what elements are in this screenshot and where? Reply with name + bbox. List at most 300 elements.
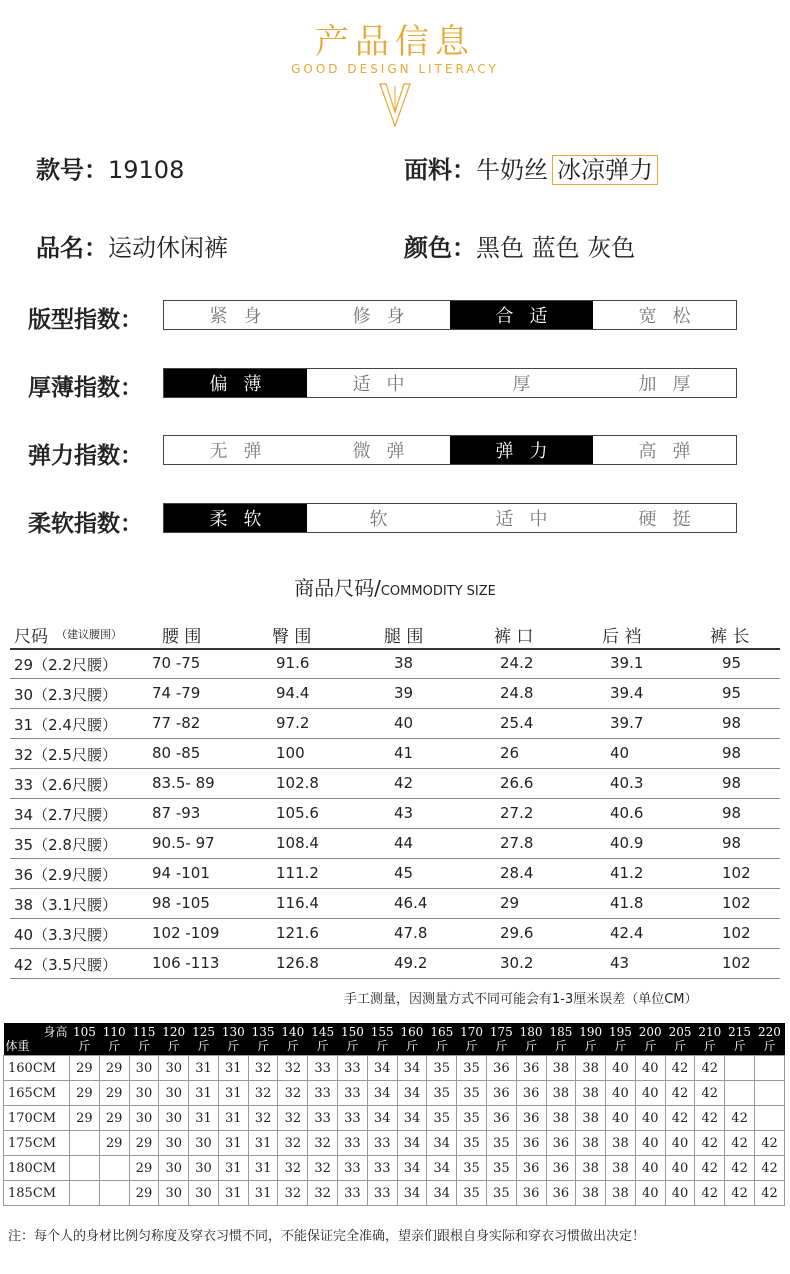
weight-unit: 斤 xyxy=(465,1039,478,1053)
size-suggestion-cell: 35 xyxy=(427,1106,457,1131)
weight-unit: 斤 xyxy=(703,1039,716,1053)
fit-index-option: 合适 xyxy=(450,301,593,329)
size-suggestion-cell xyxy=(754,1056,784,1081)
product-name xyxy=(36,228,228,263)
style-label: 款号： xyxy=(36,156,108,184)
thigh-cell: 44 xyxy=(394,834,414,852)
size-table-title xyxy=(0,572,790,601)
hem-cell: 30.2 xyxy=(500,954,534,972)
hem-cell: 29.6 xyxy=(500,924,534,942)
weight-header xyxy=(397,1023,427,1056)
weight-value: 105 xyxy=(72,1025,96,1039)
size-suggestion-cell: 34 xyxy=(427,1131,457,1156)
size-suggestion-cell xyxy=(754,1081,784,1106)
size-suggestion-cell: 33 xyxy=(338,1056,368,1081)
size-suggestion-cell xyxy=(99,1181,129,1206)
size-suggestion-cell: 31 xyxy=(218,1131,248,1156)
length-cell: 98 xyxy=(722,744,742,762)
size-cell: 34（2.7尺腰） xyxy=(14,806,117,824)
weight-value: 135 xyxy=(251,1025,275,1039)
size-cell: 30（2.3尺腰） xyxy=(14,686,117,704)
weight-value: 215 xyxy=(728,1025,752,1039)
size-suggestion-cell: 35 xyxy=(457,1156,487,1181)
table-row xyxy=(10,948,780,979)
size-suggestion-cell: 38 xyxy=(546,1056,576,1081)
size-suggestion-cell: 42 xyxy=(695,1156,725,1181)
size-suggestion-cell: 36 xyxy=(546,1156,576,1181)
size-suggestion-cell: 32 xyxy=(278,1181,308,1206)
weight-unit: 斤 xyxy=(376,1039,389,1053)
size-suggestion-cell: 40 xyxy=(635,1181,665,1206)
hip-cell: 100 xyxy=(276,744,305,762)
weight-value: 115 xyxy=(132,1025,156,1039)
size-suggestion-cell: 30 xyxy=(159,1131,189,1156)
disclaimer-note: 注：每个人的身材比例匀称度及穿衣习惯不同，不能保证完全准确，望亲们跟根自身实际和穿衣习惯做出决定！ xyxy=(8,1229,646,1244)
table-row xyxy=(10,828,780,859)
thigh-cell: 49.2 xyxy=(394,954,428,972)
size-suggestion-cell xyxy=(754,1106,784,1131)
weight-header xyxy=(606,1023,636,1056)
corner-weight-label: 体重 xyxy=(5,1039,30,1053)
size-suggestion-cell: 34 xyxy=(397,1156,427,1181)
size-suggestion-cell: 33 xyxy=(338,1106,368,1131)
weight-header xyxy=(248,1023,278,1056)
weight-header xyxy=(99,1023,129,1056)
size-suggestion-cell: 40 xyxy=(635,1056,665,1081)
hip-cell: 108.4 xyxy=(276,834,319,852)
rise-cell: 39.7 xyxy=(610,714,644,732)
name-value: 运动休闲裤 xyxy=(108,234,228,262)
name-label: 品名： xyxy=(36,234,108,262)
size-suggestion-cell: 30 xyxy=(129,1106,159,1131)
table-row xyxy=(10,738,780,769)
weight-unit: 斤 xyxy=(763,1039,776,1053)
hem-cell: 25.4 xyxy=(500,714,534,732)
thigh-cell: 41 xyxy=(394,744,414,762)
size-suggestion-cell: 31 xyxy=(248,1131,278,1156)
chevron-down-icon xyxy=(378,80,412,128)
weight-value: 175 xyxy=(489,1025,513,1039)
rise-cell: 41.2 xyxy=(610,864,644,882)
fit-index-bar xyxy=(163,300,737,330)
size-suggestion-cell: 32 xyxy=(248,1081,278,1106)
size-suggestion-cell: 34 xyxy=(427,1181,457,1206)
weight-value: 145 xyxy=(311,1025,335,1039)
size-suggestion-cell: 31 xyxy=(189,1106,219,1131)
rise-cell: 41.8 xyxy=(610,894,644,912)
length-cell: 95 xyxy=(722,684,742,702)
weight-unit: 斤 xyxy=(614,1039,627,1053)
size-suggestion-cell: 42 xyxy=(695,1056,725,1081)
thigh-cell: 40 xyxy=(394,714,414,732)
size-suggestion-cell: 36 xyxy=(516,1181,546,1206)
size-suggestion-cell: 29 xyxy=(99,1131,129,1156)
size-suggestion-cell: 33 xyxy=(308,1106,338,1131)
hip-cell: 91.6 xyxy=(276,654,310,672)
size-suggestion-cell: 38 xyxy=(576,1131,606,1156)
weight-unit: 斤 xyxy=(167,1039,180,1053)
softness-index-option: 适中 xyxy=(495,509,564,530)
size-suggestion-cell: 29 xyxy=(99,1056,129,1081)
size-suggestion-cell: 38 xyxy=(576,1056,606,1081)
hem-cell: 26 xyxy=(500,744,520,762)
size-suggestion-cell: 38 xyxy=(576,1181,606,1206)
size-cell: 32（2.5尺腰） xyxy=(14,746,117,764)
size-suggestion-cell: 30 xyxy=(189,1181,219,1206)
weight-header xyxy=(427,1023,457,1056)
size-suggestion-cell: 30 xyxy=(159,1181,189,1206)
table-row xyxy=(4,1181,785,1206)
size-suggestion-cell: 35 xyxy=(457,1181,487,1206)
size-suggestion-cell: 36 xyxy=(546,1181,576,1206)
size-suggestion-cell: 31 xyxy=(218,1106,248,1131)
height-label: 180CM xyxy=(4,1156,70,1181)
table-row xyxy=(10,648,780,679)
size-suggestion-cell: 32 xyxy=(308,1181,338,1206)
size-suggestion-cell: 33 xyxy=(308,1081,338,1106)
thigh-cell: 46.4 xyxy=(394,894,428,912)
size-suggestion-cell: 32 xyxy=(278,1081,308,1106)
size-suggestion-cell: 36 xyxy=(516,1156,546,1181)
thickness-index-label: 厚薄指数： xyxy=(28,375,143,401)
size-suggestion-cell: 40 xyxy=(665,1131,695,1156)
size-suggestion-cell: 35 xyxy=(457,1056,487,1081)
height-label: 175CM xyxy=(4,1131,70,1156)
weight-value: 160 xyxy=(400,1025,424,1039)
rise-cell: 40.3 xyxy=(610,774,644,792)
size-suggestion-cell: 42 xyxy=(695,1131,725,1156)
hem-cell: 27.8 xyxy=(500,834,534,852)
size-title-cn: 商品尺码/ xyxy=(294,576,381,600)
length-cell: 95 xyxy=(722,654,742,672)
weight-header xyxy=(546,1023,576,1056)
weight-value: 210 xyxy=(698,1025,722,1039)
corner-height-label: 身高 xyxy=(43,1025,68,1039)
size-suggestion-cell: 31 xyxy=(189,1081,219,1106)
size-suggestion-cell: 29 xyxy=(70,1106,100,1131)
size-suggestion-cell: 42 xyxy=(665,1106,695,1131)
size-suggestion-cell: 38 xyxy=(576,1081,606,1106)
elasticity-index-option: 无弹 xyxy=(209,441,278,462)
size-suggestion-cell: 34 xyxy=(397,1181,427,1206)
size-suggestion-cell: 36 xyxy=(546,1131,576,1156)
weight-value: 125 xyxy=(192,1025,215,1039)
size-suggestion-cell xyxy=(725,1056,755,1081)
size-suggestion-cell: 30 xyxy=(129,1056,159,1081)
table-row xyxy=(10,918,780,949)
weight-value: 120 xyxy=(162,1025,186,1039)
size-suggestion-cell: 42 xyxy=(665,1081,695,1106)
weight-unit: 斤 xyxy=(227,1039,240,1053)
thigh-cell: 42 xyxy=(394,774,414,792)
fabric xyxy=(404,150,658,185)
header-rise: 后 裆 xyxy=(602,627,642,647)
size-suggestion-cell: 42 xyxy=(754,1156,784,1181)
elasticity-index-label: 弹力指数： xyxy=(28,443,143,469)
size-suggestion-cell: 33 xyxy=(367,1181,397,1206)
weight-header xyxy=(189,1023,219,1056)
rise-cell: 40 xyxy=(610,744,630,762)
size-suggestion-cell: 40 xyxy=(606,1106,636,1131)
softness-index-label: 柔软指数： xyxy=(28,511,143,537)
size-suggestion-cell: 30 xyxy=(189,1156,219,1181)
size-suggestion-cell: 29 xyxy=(70,1081,100,1106)
size-suggestion-cell: 38 xyxy=(606,1156,636,1181)
size-suggestion-cell xyxy=(725,1081,755,1106)
size-suggestion-cell: 35 xyxy=(486,1156,516,1181)
color-label: 颜色： xyxy=(404,234,476,262)
hip-cell: 97.2 xyxy=(276,714,310,732)
size-suggestion-cell: 34 xyxy=(397,1106,427,1131)
hip-cell: 111.2 xyxy=(276,864,319,882)
table-row xyxy=(4,1131,785,1156)
waist-cell: 80 -85 xyxy=(152,744,201,762)
weight-value: 205 xyxy=(668,1025,692,1039)
thickness-index-option: 厚 xyxy=(512,374,547,395)
size-table-header xyxy=(10,618,780,650)
size-suggestion-cell: 29 xyxy=(129,1181,159,1206)
hip-cell: 116.4 xyxy=(276,894,319,912)
weight-unit: 斤 xyxy=(316,1039,329,1053)
weight-value: 180 xyxy=(519,1025,543,1039)
weight-value: 140 xyxy=(281,1025,305,1039)
size-suggestion-cell: 33 xyxy=(367,1156,397,1181)
size-cell: 31（2.4尺腰） xyxy=(14,716,117,734)
size-suggestion-cell: 40 xyxy=(606,1081,636,1106)
weight-unit: 斤 xyxy=(137,1039,150,1053)
fit-index-option: 紧身 xyxy=(209,306,278,327)
rise-cell: 40.9 xyxy=(610,834,644,852)
header-size-note: （建议腰围） xyxy=(56,628,122,641)
weight-header xyxy=(725,1023,755,1056)
size-suggestion-cell: 33 xyxy=(338,1081,368,1106)
size-suggestion-cell: 31 xyxy=(218,1056,248,1081)
size-suggestion-cell: 29 xyxy=(99,1081,129,1106)
size-suggestion-cell: 40 xyxy=(635,1131,665,1156)
length-cell: 102 xyxy=(722,894,751,912)
size-cell: 42（3.5尺腰） xyxy=(14,956,117,974)
size-suggestion-cell: 40 xyxy=(665,1156,695,1181)
waist-cell: 77 -82 xyxy=(152,714,201,732)
corner-header xyxy=(4,1023,70,1056)
size-suggestion-cell: 40 xyxy=(665,1181,695,1206)
weight-unit: 斤 xyxy=(197,1039,210,1053)
page-title: 产品信息 xyxy=(315,22,475,62)
size-suggestion-cell: 30 xyxy=(159,1106,189,1131)
size-suggestion-cell: 32 xyxy=(248,1056,278,1081)
size-suggestion-cell: 36 xyxy=(516,1056,546,1081)
size-cell: 36（2.9尺腰） xyxy=(14,866,117,884)
weight-unit: 斤 xyxy=(257,1039,270,1053)
colors xyxy=(404,228,635,263)
weight-header xyxy=(486,1023,516,1056)
size-suggestion-cell: 33 xyxy=(338,1156,368,1181)
weight-value: 155 xyxy=(370,1025,394,1039)
rise-cell: 39.4 xyxy=(610,684,644,702)
weight-value: 220 xyxy=(758,1025,781,1039)
size-suggestion-cell: 34 xyxy=(367,1081,397,1106)
weight-value: 165 xyxy=(430,1025,454,1039)
size-suggestion-cell: 32 xyxy=(308,1156,338,1181)
size-suggestion-cell: 36 xyxy=(486,1106,516,1131)
size-suggestion-cell: 34 xyxy=(397,1131,427,1156)
weight-header xyxy=(338,1023,368,1056)
size-suggestion-cell: 30 xyxy=(159,1156,189,1181)
table-row xyxy=(10,798,780,829)
rise-cell: 40.6 xyxy=(610,804,644,822)
length-cell: 102 xyxy=(722,924,751,942)
weight-header xyxy=(516,1023,546,1056)
hip-cell: 126.8 xyxy=(276,954,319,972)
size-suggestion-cell: 35 xyxy=(486,1131,516,1156)
size-suggestion-cell: 38 xyxy=(606,1131,636,1156)
size-suggestion-cell: 42 xyxy=(725,1131,755,1156)
softness-index-option: 柔软 xyxy=(164,504,307,532)
size-suggestion-cell: 33 xyxy=(338,1131,368,1156)
softness-index-option: 硬挺 xyxy=(638,509,707,530)
waist-cell: 106 -113 xyxy=(152,954,220,972)
hem-cell: 28.4 xyxy=(500,864,534,882)
size-suggestion-cell: 38 xyxy=(546,1081,576,1106)
header-thigh: 腿 围 xyxy=(384,627,424,647)
size-suggestion-cell: 30 xyxy=(159,1081,189,1106)
size-suggestion-cell: 32 xyxy=(278,1056,308,1081)
size-suggestion-cell: 31 xyxy=(218,1156,248,1181)
rise-cell: 39.1 xyxy=(610,654,644,672)
hem-cell: 26.6 xyxy=(500,774,534,792)
size-suggestion-cell: 36 xyxy=(516,1106,546,1131)
size-suggestion-cell: 31 xyxy=(218,1081,248,1106)
size-suggestion-cell xyxy=(70,1131,100,1156)
thigh-cell: 43 xyxy=(394,804,414,822)
waist-cell: 70 -75 xyxy=(152,654,201,672)
table-row xyxy=(4,1106,785,1131)
waist-cell: 90.5- 97 xyxy=(152,834,215,852)
table-row xyxy=(10,858,780,889)
weight-header xyxy=(278,1023,308,1056)
elasticity-index-option: 高弹 xyxy=(638,441,707,462)
size-cell: 29（2.2尺腰） xyxy=(14,656,117,674)
height-label: 160CM xyxy=(4,1056,70,1081)
weight-value: 150 xyxy=(340,1025,364,1039)
thigh-cell: 45 xyxy=(394,864,414,882)
weight-unit: 斤 xyxy=(78,1039,91,1053)
header-hem: 裤 口 xyxy=(494,627,534,647)
header-size: 尺码 xyxy=(14,627,48,647)
table-row xyxy=(4,1056,785,1081)
length-cell: 98 xyxy=(722,714,742,732)
size-suggestion-cell: 42 xyxy=(695,1106,725,1131)
size-suggestion-cell: 34 xyxy=(367,1106,397,1131)
weight-value: 185 xyxy=(549,1025,573,1039)
weight-header xyxy=(308,1023,338,1056)
weight-unit: 斤 xyxy=(674,1039,687,1053)
size-suggestion-cell: 36 xyxy=(486,1081,516,1106)
size-suggestion-cell: 31 xyxy=(248,1181,278,1206)
waist-cell: 74 -79 xyxy=(152,684,201,702)
hip-cell: 102.8 xyxy=(276,774,319,792)
softness-index-option: 软 xyxy=(369,509,404,530)
weight-header xyxy=(695,1023,725,1056)
weight-height-table xyxy=(3,1023,785,1206)
rise-cell: 42.4 xyxy=(610,924,644,942)
size-suggestion-cell: 33 xyxy=(367,1131,397,1156)
thickness-index-option: 加厚 xyxy=(638,374,707,395)
size-suggestion-cell: 35 xyxy=(457,1106,487,1131)
waist-cell: 102 -109 xyxy=(152,924,220,942)
hem-cell: 24.8 xyxy=(500,684,534,702)
size-suggestion-cell: 38 xyxy=(576,1156,606,1181)
size-suggestion-cell: 34 xyxy=(367,1056,397,1081)
size-suggestion-cell: 42 xyxy=(754,1181,784,1206)
size-suggestion-cell: 29 xyxy=(70,1056,100,1081)
size-suggestion-cell: 34 xyxy=(397,1081,427,1106)
thickness-index-bar xyxy=(163,368,737,398)
hem-cell: 27.2 xyxy=(500,804,534,822)
size-cell: 38（3.1尺腰） xyxy=(14,896,117,914)
weight-unit: 斤 xyxy=(584,1039,597,1053)
height-label: 185CM xyxy=(4,1181,70,1206)
length-cell: 98 xyxy=(722,834,742,852)
size-suggestion-cell: 29 xyxy=(129,1131,159,1156)
size-suggestion-cell: 32 xyxy=(278,1131,308,1156)
hem-cell: 24.2 xyxy=(500,654,534,672)
table-row xyxy=(4,1081,785,1106)
thigh-cell: 39 xyxy=(394,684,414,702)
hip-cell: 105.6 xyxy=(276,804,319,822)
size-suggestion-cell: 35 xyxy=(457,1131,487,1156)
size-title-en: COMMODITY SIZE xyxy=(380,584,496,599)
height-label: 165CM xyxy=(4,1081,70,1106)
size-suggestion-cell: 32 xyxy=(278,1106,308,1131)
size-suggestion-cell: 35 xyxy=(427,1081,457,1106)
size-suggestion-cell: 42 xyxy=(665,1056,695,1081)
size-suggestion-cell: 30 xyxy=(129,1081,159,1106)
table-row xyxy=(10,768,780,799)
size-suggestion-cell: 38 xyxy=(546,1106,576,1131)
fabric-tag: 冰凉弹力 xyxy=(552,155,658,185)
weight-header xyxy=(665,1023,695,1056)
color-value: 黑色 蓝色 灰色 xyxy=(476,234,636,262)
weight-value: 170 xyxy=(460,1025,483,1039)
size-suggestion-cell: 31 xyxy=(218,1181,248,1206)
size-suggestion-cell: 32 xyxy=(248,1106,278,1131)
weight-value: 110 xyxy=(102,1025,126,1039)
waist-cell: 83.5- 89 xyxy=(152,774,215,792)
size-suggestion-cell: 35 xyxy=(427,1056,457,1081)
fit-index-option: 宽松 xyxy=(638,306,707,327)
waist-cell: 87 -93 xyxy=(152,804,201,822)
size-suggestion-cell xyxy=(70,1156,100,1181)
table-row xyxy=(10,708,780,739)
weight-unit: 斤 xyxy=(108,1039,121,1053)
weight-header xyxy=(367,1023,397,1056)
thigh-cell: 47.8 xyxy=(394,924,428,942)
size-suggestion-cell: 35 xyxy=(457,1081,487,1106)
weight-value: 190 xyxy=(579,1025,603,1039)
fabric-label: 面料： xyxy=(404,156,476,184)
weight-header xyxy=(457,1023,487,1056)
size-suggestion-cell: 38 xyxy=(576,1106,606,1131)
thigh-cell: 38 xyxy=(394,654,414,672)
size-cell: 35（2.8尺腰） xyxy=(14,836,117,854)
size-suggestion-cell xyxy=(99,1156,129,1181)
waist-cell: 98 -105 xyxy=(152,894,210,912)
size-suggestion-cell: 32 xyxy=(278,1156,308,1181)
size-suggestion-cell: 30 xyxy=(159,1056,189,1081)
size-suggestion-cell: 35 xyxy=(486,1181,516,1206)
header-hip: 臀 围 xyxy=(272,627,312,647)
